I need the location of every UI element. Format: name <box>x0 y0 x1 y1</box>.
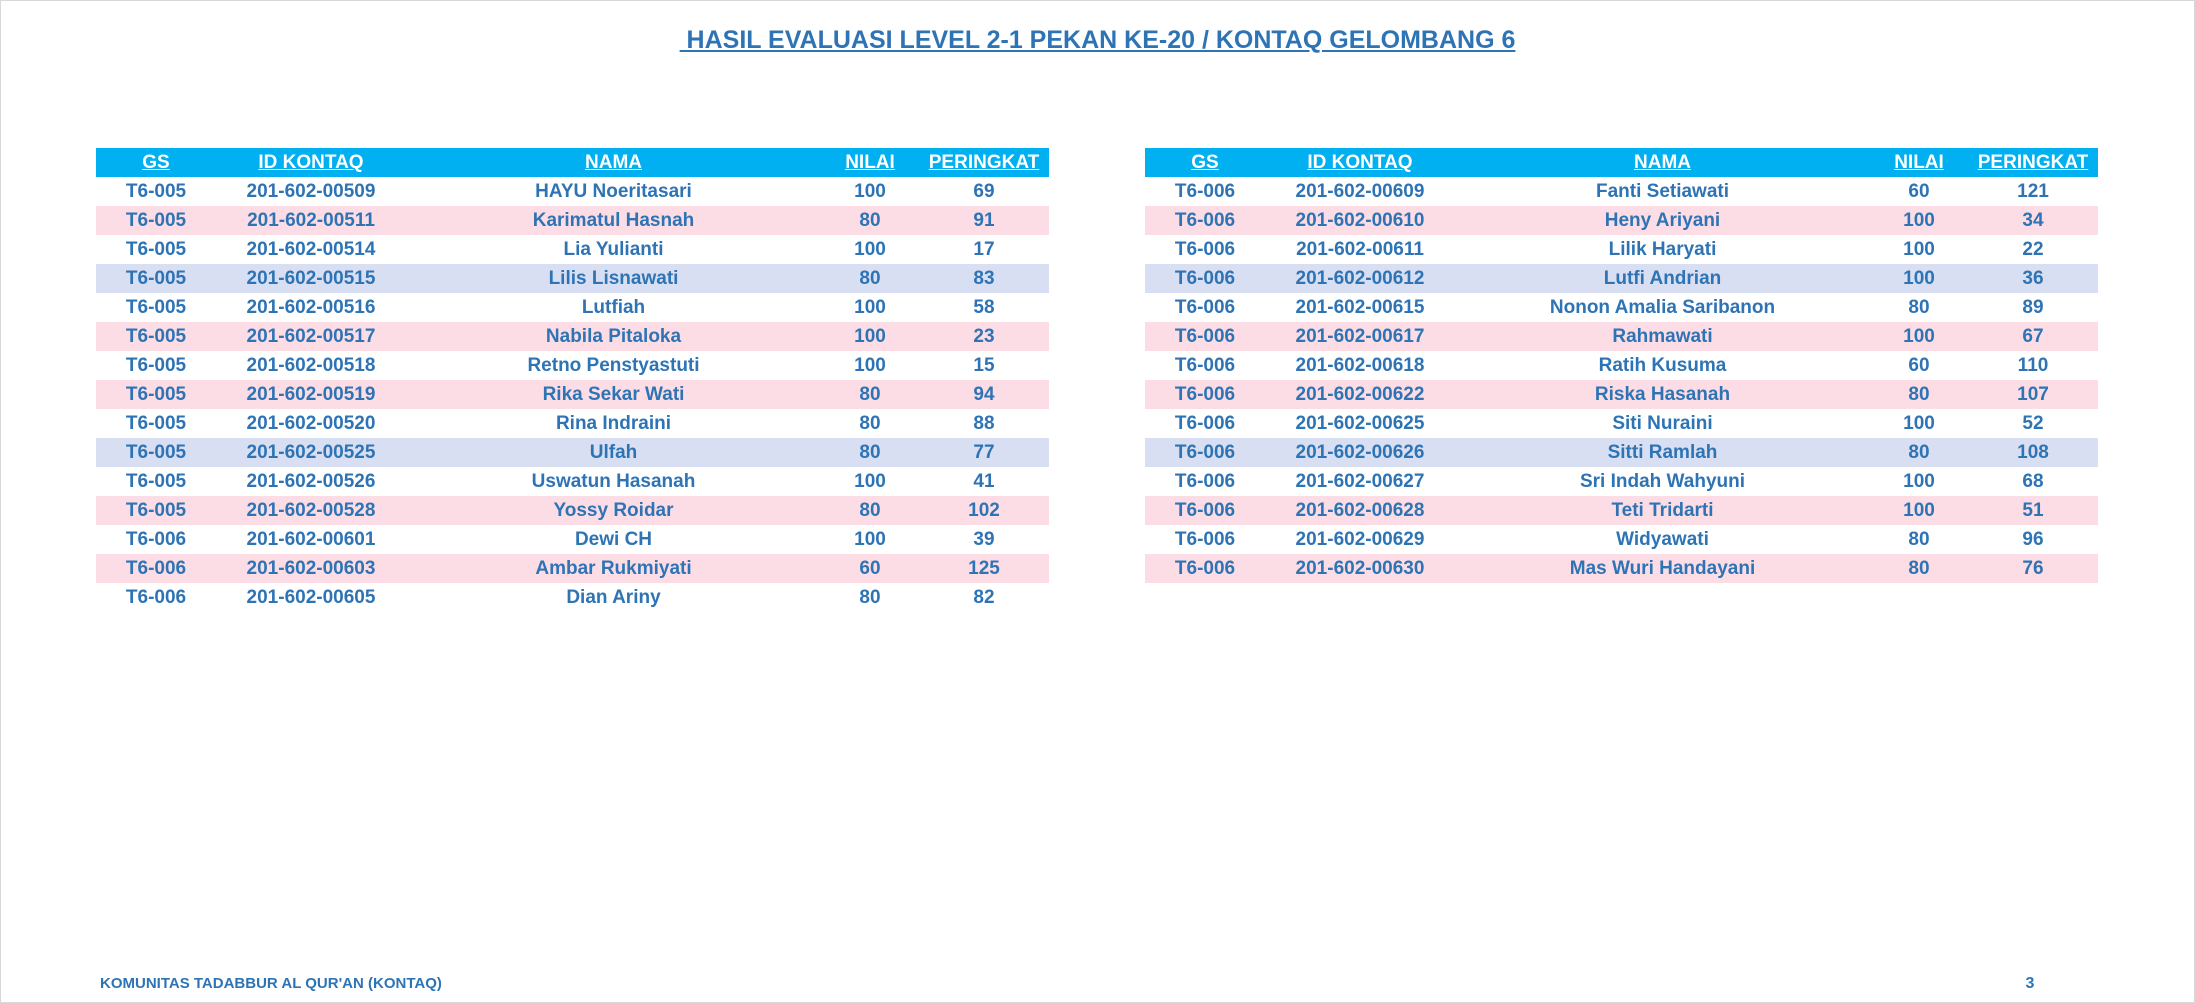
cell-gs: T6-005 <box>96 293 216 322</box>
cell-gs: T6-005 <box>96 409 216 438</box>
cell-id-kontaq: 201-602-00605 <box>216 583 406 612</box>
table-row <box>1145 409 2098 438</box>
cell-id-kontaq: 201-602-00520 <box>216 409 406 438</box>
cell-nilai: 100 <box>1870 264 1968 293</box>
cell-gs: T6-006 <box>1145 554 1265 583</box>
cell-id-kontaq: 201-602-00516 <box>216 293 406 322</box>
cell-nilai: 80 <box>821 264 919 293</box>
cell-id-kontaq: 201-602-00630 <box>1265 554 1455 583</box>
cell-nilai: 80 <box>1870 525 1968 554</box>
table-row <box>1145 264 2098 293</box>
cell-gs: T6-006 <box>1145 409 1265 438</box>
cell-nama: Ratih Kusuma <box>1455 351 1870 380</box>
cell-nilai: 100 <box>821 467 919 496</box>
cell-nama: Siti Nuraini <box>1455 409 1870 438</box>
cell-id-kontaq: 201-602-00626 <box>1265 438 1455 467</box>
cell-nama: Mas Wuri Handayani <box>1455 554 1870 583</box>
cell-peringkat: 83 <box>919 264 1049 293</box>
cell-nama: Fanti Setiawati <box>1455 177 1870 206</box>
cell-nama: Karimatul Hasnah <box>406 206 821 235</box>
cell-gs: T6-005 <box>96 235 216 264</box>
cell-nama: Dian Ariny <box>406 583 821 612</box>
cell-gs: T6-006 <box>1145 467 1265 496</box>
cell-id-kontaq: 201-602-00618 <box>1265 351 1455 380</box>
table-row <box>1145 177 2098 206</box>
cell-nilai: 60 <box>821 554 919 583</box>
cell-nilai: 80 <box>1870 380 1968 409</box>
cell-nilai: 100 <box>821 235 919 264</box>
header-peringkat: PERINGKAT <box>919 148 1049 177</box>
cell-nama: Sitti Ramlah <box>1455 438 1870 467</box>
cell-id-kontaq: 201-602-00601 <box>216 525 406 554</box>
cell-peringkat: 52 <box>1968 409 2098 438</box>
cell-gs: T6-005 <box>96 467 216 496</box>
table-row <box>1145 525 2098 554</box>
cell-nama: Yossy Roidar <box>406 496 821 525</box>
table-row <box>96 264 1049 293</box>
cell-id-kontaq: 201-602-00611 <box>1265 235 1455 264</box>
cell-nama: Widyawati <box>1455 525 1870 554</box>
cell-nilai: 100 <box>1870 322 1968 351</box>
cell-peringkat: 17 <box>919 235 1049 264</box>
cell-id-kontaq: 201-602-00622 <box>1265 380 1455 409</box>
cell-peringkat: 107 <box>1968 380 2098 409</box>
cell-id-kontaq: 201-602-00617 <box>1265 322 1455 351</box>
cell-id-kontaq: 201-602-00603 <box>216 554 406 583</box>
cell-peringkat: 34 <box>1968 206 2098 235</box>
cell-peringkat: 110 <box>1968 351 2098 380</box>
cell-peringkat: 108 <box>1968 438 2098 467</box>
cell-id-kontaq: 201-602-00627 <box>1265 467 1455 496</box>
cell-nama: Lilis Lisnawati <box>406 264 821 293</box>
cell-peringkat: 76 <box>1968 554 2098 583</box>
cell-peringkat: 68 <box>1968 467 2098 496</box>
results-table-left <box>96 148 1049 612</box>
cell-nilai: 100 <box>821 177 919 206</box>
cell-nilai: 60 <box>1870 177 1968 206</box>
cell-gs: T6-006 <box>1145 293 1265 322</box>
cell-nama: Nonon Amalia Saribanon <box>1455 293 1870 322</box>
header-id-kontaq: ID KONTAQ <box>1265 148 1455 177</box>
cell-gs: T6-005 <box>96 264 216 293</box>
cell-nama: Ulfah <box>406 438 821 467</box>
cell-id-kontaq: 201-602-00525 <box>216 438 406 467</box>
cell-nama: Lilik Haryati <box>1455 235 1870 264</box>
cell-nilai: 100 <box>1870 206 1968 235</box>
cell-nilai: 80 <box>821 583 919 612</box>
table-row <box>1145 496 2098 525</box>
cell-gs: T6-006 <box>1145 496 1265 525</box>
table-row <box>1145 351 2098 380</box>
cell-gs: T6-006 <box>1145 322 1265 351</box>
table-row <box>96 293 1049 322</box>
page-title: HASIL EVALUASI LEVEL 2-1 PEKAN KE-20 / KONTAQ GELOMBANG 6 <box>679 26 1516 54</box>
cell-nama: Dewi CH <box>406 525 821 554</box>
cell-gs: T6-006 <box>1145 438 1265 467</box>
cell-peringkat: 82 <box>919 583 1049 612</box>
cell-nama: Rika Sekar Wati <box>406 380 821 409</box>
cell-id-kontaq: 201-602-00526 <box>216 467 406 496</box>
cell-nama: Lutfiah <box>406 293 821 322</box>
cell-nama: Ambar Rukmiyati <box>406 554 821 583</box>
cell-peringkat: 91 <box>919 206 1049 235</box>
cell-nilai: 100 <box>1870 409 1968 438</box>
cell-gs: T6-006 <box>96 583 216 612</box>
cell-id-kontaq: 201-602-00629 <box>1265 525 1455 554</box>
table-header-row <box>96 148 1049 177</box>
cell-nama: Uswatun Hasanah <box>406 467 821 496</box>
cell-gs: T6-005 <box>96 322 216 351</box>
cell-peringkat: 102 <box>919 496 1049 525</box>
cell-nilai: 100 <box>821 322 919 351</box>
cell-gs: T6-006 <box>96 554 216 583</box>
header-nilai: NILAI <box>821 148 919 177</box>
header-nama: NAMA <box>1455 148 1870 177</box>
table-row <box>1145 322 2098 351</box>
table-row <box>1145 438 2098 467</box>
cell-nilai: 100 <box>821 351 919 380</box>
cell-nama: Nabila Pitaloka <box>406 322 821 351</box>
cell-peringkat: 125 <box>919 554 1049 583</box>
cell-peringkat: 39 <box>919 525 1049 554</box>
table-row <box>1145 293 2098 322</box>
table-row <box>96 583 1049 612</box>
cell-nama: Retno Penstyastuti <box>406 351 821 380</box>
cell-id-kontaq: 201-602-00511 <box>216 206 406 235</box>
cell-gs: T6-005 <box>96 380 216 409</box>
table-row <box>96 380 1049 409</box>
cell-peringkat: 69 <box>919 177 1049 206</box>
cell-peringkat: 67 <box>1968 322 2098 351</box>
cell-nilai: 60 <box>1870 351 1968 380</box>
cell-gs: T6-006 <box>1145 351 1265 380</box>
cell-nilai: 80 <box>1870 554 1968 583</box>
page-number: 3 <box>2025 975 2035 992</box>
cell-nama: Sri Indah Wahyuni <box>1455 467 1870 496</box>
cell-nama: HAYU Noeritasari <box>406 177 821 206</box>
cell-gs: T6-006 <box>1145 264 1265 293</box>
cell-gs: T6-006 <box>1145 525 1265 554</box>
table-row <box>96 206 1049 235</box>
results-table-right <box>1145 148 2098 583</box>
cell-id-kontaq: 201-602-00628 <box>1265 496 1455 525</box>
cell-nilai: 100 <box>821 525 919 554</box>
table-row <box>96 177 1049 206</box>
table-row <box>1145 467 2098 496</box>
cell-id-kontaq: 201-602-00515 <box>216 264 406 293</box>
cell-gs: T6-005 <box>96 496 216 525</box>
table-row <box>96 235 1049 264</box>
cell-id-kontaq: 201-602-00519 <box>216 380 406 409</box>
cell-peringkat: 88 <box>919 409 1049 438</box>
cell-id-kontaq: 201-602-00517 <box>216 322 406 351</box>
table-row <box>96 467 1049 496</box>
cell-gs: T6-006 <box>96 525 216 554</box>
cell-nama: Rina Indraini <box>406 409 821 438</box>
cell-peringkat: 121 <box>1968 177 2098 206</box>
cell-peringkat: 22 <box>1968 235 2098 264</box>
table-row <box>96 351 1049 380</box>
cell-nilai: 80 <box>821 438 919 467</box>
cell-nilai: 80 <box>821 496 919 525</box>
cell-peringkat: 94 <box>919 380 1049 409</box>
cell-id-kontaq: 201-602-00610 <box>1265 206 1455 235</box>
cell-peringkat: 77 <box>919 438 1049 467</box>
cell-id-kontaq: 201-602-00612 <box>1265 264 1455 293</box>
cell-nama: Lutfi Andrian <box>1455 264 1870 293</box>
cell-nama: Heny Ariyani <box>1455 206 1870 235</box>
cell-nilai: 100 <box>821 293 919 322</box>
table-row <box>96 409 1049 438</box>
cell-id-kontaq: 201-602-00514 <box>216 235 406 264</box>
cell-id-kontaq: 201-602-00528 <box>216 496 406 525</box>
table-row <box>96 496 1049 525</box>
cell-peringkat: 89 <box>1968 293 2098 322</box>
cell-nilai: 100 <box>1870 467 1968 496</box>
cell-peringkat: 23 <box>919 322 1049 351</box>
table-row <box>96 438 1049 467</box>
cell-nilai: 80 <box>1870 293 1968 322</box>
cell-nama: Rahmawati <box>1455 322 1870 351</box>
cell-id-kontaq: 201-602-00509 <box>216 177 406 206</box>
cell-peringkat: 96 <box>1968 525 2098 554</box>
header-nilai: NILAI <box>1870 148 1968 177</box>
cell-gs: T6-005 <box>96 177 216 206</box>
cell-peringkat: 15 <box>919 351 1049 380</box>
cell-peringkat: 51 <box>1968 496 2098 525</box>
cell-gs: T6-005 <box>96 351 216 380</box>
cell-gs: T6-006 <box>1145 177 1265 206</box>
cell-id-kontaq: 201-602-00615 <box>1265 293 1455 322</box>
cell-nilai: 100 <box>1870 496 1968 525</box>
cell-gs: T6-005 <box>96 438 216 467</box>
cell-nilai: 80 <box>821 409 919 438</box>
cell-gs: T6-006 <box>1145 206 1265 235</box>
table-row <box>96 554 1049 583</box>
table-header-row <box>1145 148 2098 177</box>
table-row <box>1145 380 2098 409</box>
footer-organization: KOMUNITAS TADABBUR AL QUR'AN (KONTAQ) <box>100 975 442 992</box>
cell-nilai: 80 <box>821 380 919 409</box>
cell-nama: Teti Tridarti <box>1455 496 1870 525</box>
cell-gs: T6-006 <box>1145 380 1265 409</box>
table-row <box>96 525 1049 554</box>
cell-nilai: 80 <box>1870 438 1968 467</box>
table-row <box>1145 206 2098 235</box>
cell-nama: Riska Hasanah <box>1455 380 1870 409</box>
header-gs: GS <box>1145 148 1265 177</box>
cell-gs: T6-006 <box>1145 235 1265 264</box>
cell-peringkat: 41 <box>919 467 1049 496</box>
cell-peringkat: 36 <box>1968 264 2098 293</box>
header-id-kontaq: ID KONTAQ <box>216 148 406 177</box>
table-row <box>1145 554 2098 583</box>
cell-peringkat: 58 <box>919 293 1049 322</box>
header-nama: NAMA <box>406 148 821 177</box>
cell-id-kontaq: 201-602-00625 <box>1265 409 1455 438</box>
header-peringkat: PERINGKAT <box>1968 148 2098 177</box>
cell-nama: Lia Yulianti <box>406 235 821 264</box>
cell-id-kontaq: 201-602-00518 <box>216 351 406 380</box>
cell-nilai: 80 <box>821 206 919 235</box>
cell-nilai: 100 <box>1870 235 1968 264</box>
table-row <box>1145 235 2098 264</box>
cell-id-kontaq: 201-602-00609 <box>1265 177 1455 206</box>
header-gs: GS <box>96 148 216 177</box>
table-row <box>96 322 1049 351</box>
cell-gs: T6-005 <box>96 206 216 235</box>
